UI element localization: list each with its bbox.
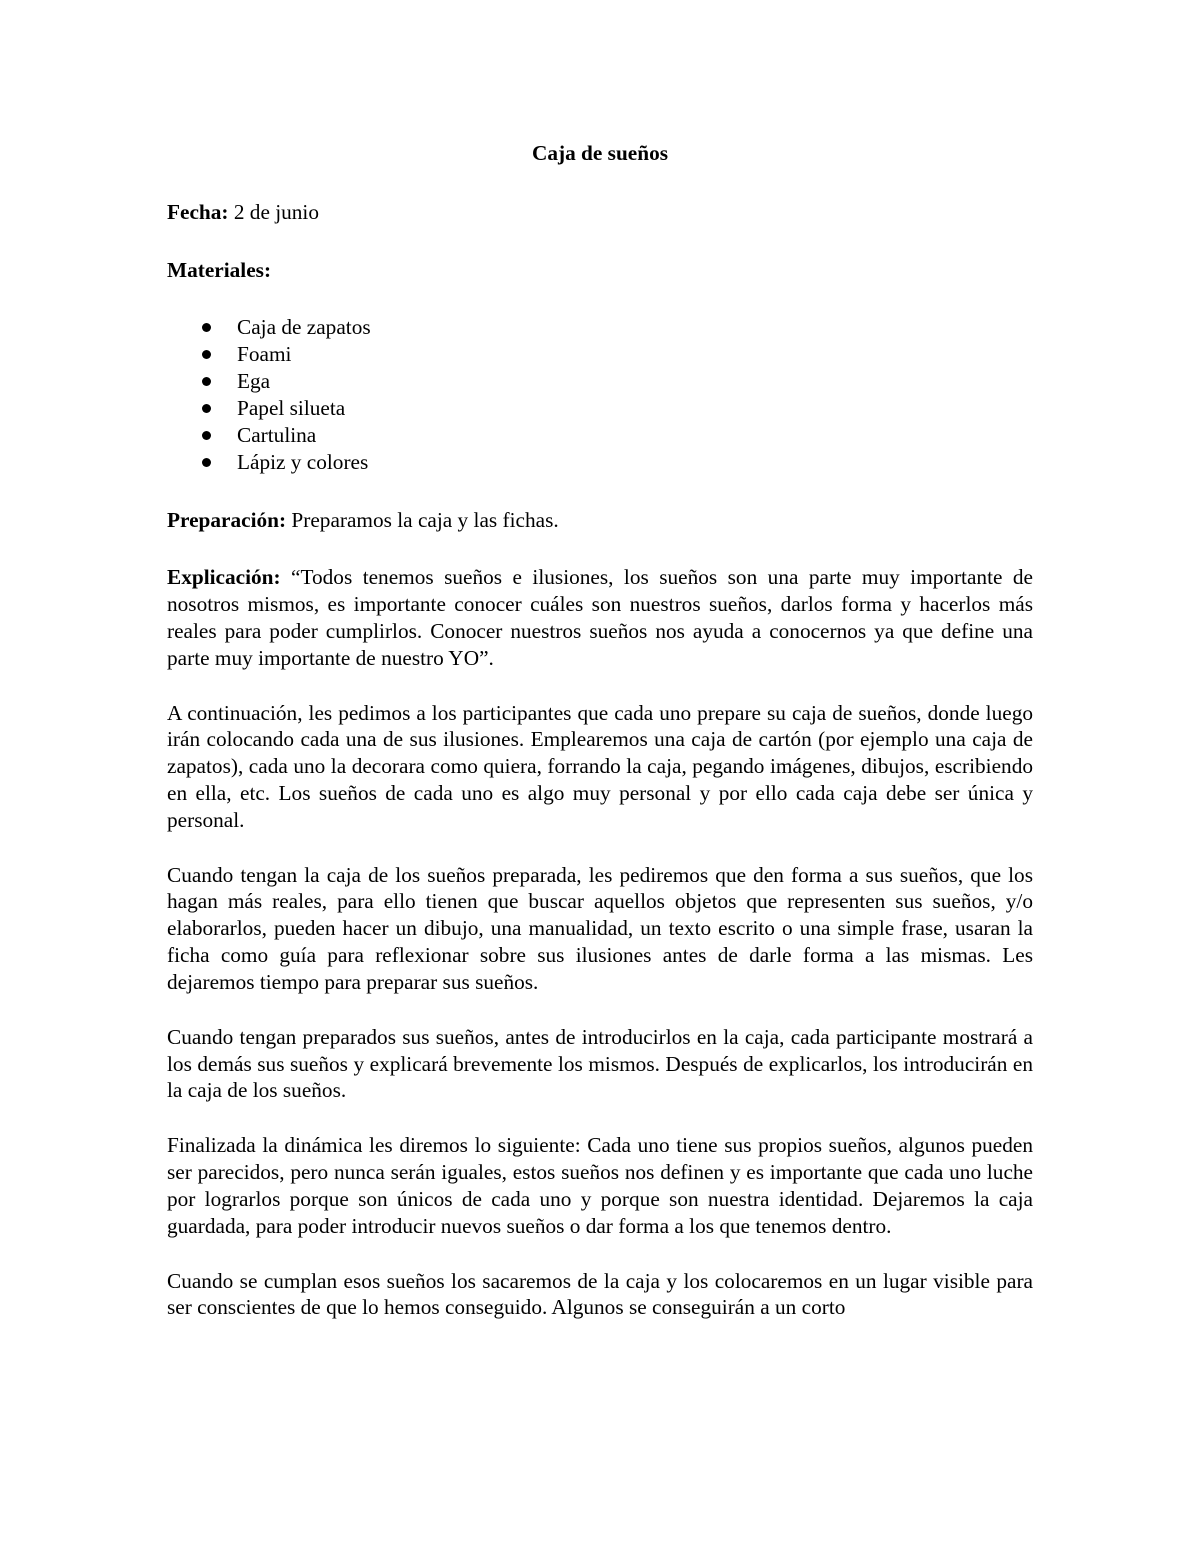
preparacion-label: Preparación: [167,507,287,532]
material-item-label: Cartulina [237,422,317,447]
bullet-icon [202,350,211,359]
explicacion-label: Explicación: [167,565,281,590]
materials-list [167,314,1033,475]
material-item-label: Lápiz y colores [237,449,369,474]
preparacion-line [167,507,1033,534]
list-item [167,368,1033,395]
explicacion-value: “Todos tenemos sueños e ilusiones, los sueños son una parte muy importante de nosotros mismos, es importante conocer cuáles son nuestros sueños, darlos forma y hacerlos más reales para poder cumplirlos. Conocer nuestros sueños nos ayuda a conocernos ya que define una parte muy importante de nuestro YO”. [167,565,1033,670]
bullet-icon [202,458,211,467]
document-title: Caja de sueños [531,141,669,165]
preparacion-value: Preparamos la caja y las fichas. [286,507,559,532]
materiales-heading [167,257,1033,284]
material-item-label: Ega [237,369,271,394]
bullet-icon [202,431,211,440]
bullet-icon [202,377,211,386]
explicacion-paragraph [167,564,1033,671]
body-paragraph: Cuando tengan la caja de los sueños preparada, les pediremos que den forma a sus sueños, que los hagan más reales, para ello tienen que buscar aquellos objetos que representen sus sueños, y/o elaborarlos, pueden hacer un dibujo, una manualidad, un texto escrito o una simple frase, usaran la ficha como guía para reflexionar sobre sus ilusiones antes de darle forma a las mismas. Les dejaremos tiempo para preparar sus sueños. [167,862,1033,994]
list-item [167,449,1033,476]
document-body [167,140,1033,1350]
bullet-icon [202,323,211,332]
fecha-label: Fecha: [167,200,229,224]
body-paragraph: Finalizada la dinámica les diremos lo siguiente: Cada uno tiene sus propios sueños, algunos pueden ser parecidos, pero nunca serán iguales, estos sueños nos definen y es importante que cada uno luche por lograrlos porque son únicos de cada uno y porque son nuestra identidad. Dejaremos la caja guardada, para poder introducir nuevos sueños o dar forma a los que tenemos dentro. [167,1133,1033,1238]
materiales-label: Materiales: [167,257,272,282]
list-item [167,341,1033,368]
body-paragraph: Cuando tengan preparados sus sueños, antes de introducirlos en la caja, cada participante mostrará a los demás sus sueños y explicará brevemente los mismos. Después de explicarlos, los introducirán en la caja de los sueños. [167,1024,1033,1103]
material-item-label: Papel silueta [237,396,346,421]
fecha-line [167,199,1033,226]
body-paragraph: Cuando se cumplan esos sueños los sacaremos de la caja y los colocaremos en un lugar visible para ser conscientes de que lo hemos conseguido. Algunos se conseguirán a un corto [167,1268,1033,1320]
list-item [167,395,1033,422]
material-item-label: Foami [237,342,292,367]
bullet-icon [202,404,211,413]
body-paragraph: A continuación, les pedimos a los participantes que cada uno prepare su caja de sueños, donde luego irán colocando cada una de sus ilusiones. Emplearemos una caja de cartón (por ejemplo una caja de zapatos), cada uno la decorara como quiera, forrando la caja, pegando imágenes, dibujos, escribiendo en ella, etc. Los sueños de cada uno es algo muy personal y por ello cada caja debe ser única y personal. [167,700,1033,832]
fecha-value: 2 de junio [228,200,320,224]
list-item [167,314,1033,341]
list-item [167,422,1033,449]
material-item-label: Caja de zapatos [237,315,371,340]
